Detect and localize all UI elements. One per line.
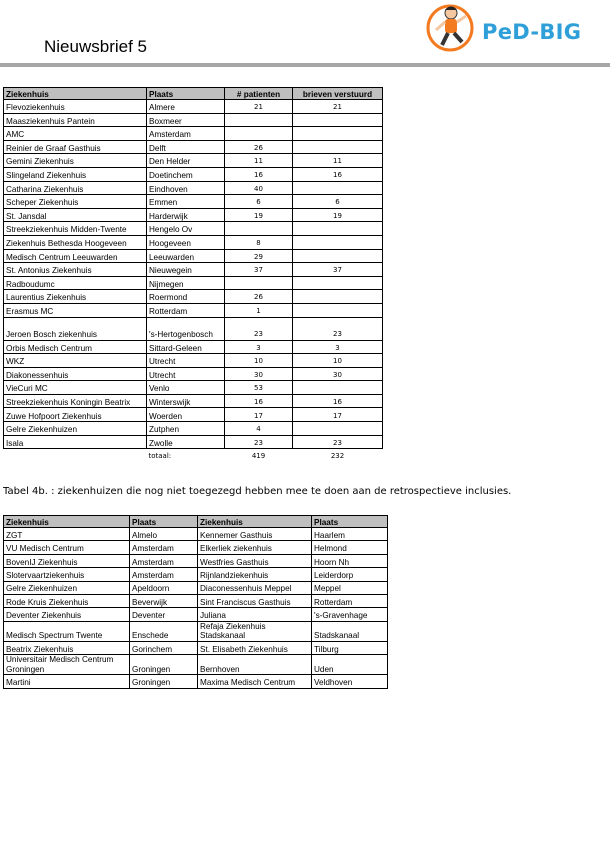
table-row [4,381,383,395]
table-cell [293,276,383,290]
table-cell: 23 [293,435,383,449]
table-cell: Elkerliek ziekenhuis [198,541,312,554]
table-cell: 29 [225,249,293,263]
table-cell: 11 [293,154,383,168]
table-row [4,195,383,209]
table-cell [293,181,383,195]
table-cell [225,113,293,127]
table-cell: VU Medisch Centrum [4,541,130,554]
table-header-row [4,516,388,528]
table-row [4,541,388,554]
table-cell: Laurentius Ziekenhuis [4,290,147,304]
table-cell: Groningen [130,675,198,688]
table-cell: ZGT [4,528,130,541]
table-cell: Gorinchem [130,641,198,654]
table-cell: Radboudumc [4,276,147,290]
table-cell: Leeuwarden [147,249,225,263]
table-cell: 17 [293,408,383,422]
table-cell: 37 [293,263,383,277]
table-cell: Leiderdorp [312,568,388,581]
table-cell: Rotterdam [312,594,388,607]
table-cell: Uden [312,655,388,675]
table-cell: Gemini Ziekenhuis [4,154,147,168]
table-cell: Maxima Medisch Centrum [198,675,312,688]
table-cell: Beverwijk [130,594,198,607]
table-cell: Apeldoorn [130,581,198,594]
participating-hospitals-table [3,87,383,462]
table-row [4,222,383,236]
table-cell: 11 [225,154,293,168]
table-cell: Tilburg [312,641,388,654]
table-cell: Zutphen [147,422,225,436]
table-row [4,317,383,340]
table-cell: Haarlem [312,528,388,541]
table-cell: Diaconessenhuis Meppel [198,581,312,594]
table-cell: Meppel [312,581,388,594]
table-cell: 6 [293,195,383,209]
table-cell: 's-Hertogenbosch [147,317,225,340]
table-cell: Eindhoven [147,181,225,195]
table-cell: Emmen [147,195,225,209]
header-cell: Plaats [130,516,198,528]
table-cell: Maasziekenhuis Pantein [4,113,147,127]
table-row [4,263,383,277]
table-cell: Slotervaartziekenhuis [4,568,130,581]
table-cell: 30 [225,367,293,381]
table-row [4,594,388,607]
table-row [4,235,383,249]
table-row [4,303,383,317]
table-cell: Universitair Medisch Centrum Groningen [4,655,130,675]
table-cell [225,276,293,290]
table-caption: Tabel 4b. : ziekenhuizen die nog niet toegezegd hebben mee te doen aan de retrospectieve inclusies. [3,486,512,497]
table-cell: WKZ [4,354,147,368]
table-row [4,113,383,127]
table-cell: Medisch Spectrum Twente [4,621,130,641]
table-row [4,167,383,181]
table-cell: BovenIJ Ziekenhuis [4,554,130,567]
table-cell: Nijmegen [147,276,225,290]
header-cell: Ziekenhuis [4,88,147,100]
table-row [4,354,383,368]
table-cell [293,290,383,304]
table-cell: Enschede [130,621,198,641]
table-cell: Rode Kruis Ziekenhuis [4,594,130,607]
header-divider [0,63,610,67]
table-cell: 232 [330,452,345,461]
table-row [4,655,388,675]
table-cell: 3 [293,340,383,354]
table-cell: totaal: [148,452,172,461]
table-cell: Den Helder [147,154,225,168]
table-row [4,367,383,381]
table-cell [4,449,147,462]
table-cell: AMC [4,127,147,141]
table-cell: Harderwijk [147,208,225,222]
table-cell: Isala [4,435,147,449]
table-row [4,276,383,290]
table-cell: 16 [293,394,383,408]
table-cell: 419 [251,452,266,461]
table-cell: Zuwe Hofpoort Ziekenhuis [4,408,147,422]
non-participating-hospitals-table [3,515,388,689]
table-cell: Diakonessenhuis [4,367,147,381]
table-row [4,422,383,436]
table-cell: St. Elisabeth Ziekenhuis [198,641,312,654]
table-cell: Almere [147,100,225,114]
table-cell: St. Jansdal [4,208,147,222]
header-cell: Ziekenhuis [4,516,130,528]
mascot-icon [426,0,486,58]
table-cell: Hoogeveen [147,235,225,249]
header-cell: Plaats [312,516,388,528]
table-cell: 26 [225,140,293,154]
table-cell [293,422,383,436]
table-cell: Westfries Gasthuis [198,554,312,567]
table-cell: Streekziekenhuis Midden-Twente [4,222,147,236]
table-row [4,554,388,567]
table-row [4,290,383,304]
table-cell: Venlo [147,381,225,395]
table-cell: Beatrix Ziekenhuis [4,641,130,654]
table-cell: Amsterdam [130,541,198,554]
table-cell: Ziekenhuis Bethesda Hoogeveen [4,235,147,249]
table-row [4,181,383,195]
table-cell: 30 [293,367,383,381]
page-title: Nieuwsbrief 5 [44,37,147,56]
table-cell: Zwolle [147,435,225,449]
logo-text: PeD-BIG [482,20,582,44]
table-cell: 4 [225,422,293,436]
table-cell: Sittard-Geleen [147,340,225,354]
table-cell: 16 [225,394,293,408]
table-cell: Woerden [147,408,225,422]
table-cell: Deventer [130,608,198,621]
table-cell [293,127,383,141]
table-cell: Refaja Ziekenhuis Stadskanaal [198,621,312,641]
table-cell: 53 [225,381,293,395]
table-cell: 6 [225,195,293,209]
total-row [4,449,383,462]
table-cell: 26 [225,290,293,304]
table-cell: Nieuwegein [147,263,225,277]
table-cell: Veldhoven [312,675,388,688]
table-cell: 37 [225,263,293,277]
table-row [4,127,383,141]
table-cell: 10 [225,354,293,368]
table-row [4,641,388,654]
header-cell: Plaats [147,88,225,100]
table-row [4,675,388,688]
table-cell: Hengelo Ov [147,222,225,236]
table-cell: Streekziekenhuis Koningin Beatrix [4,394,147,408]
table-cell: Jeroen Bosch ziekenhuis [4,317,147,340]
table-cell: 8 [225,235,293,249]
table-cell: 40 [225,181,293,195]
table-cell: 16 [225,167,293,181]
table-cell: Roermond [147,290,225,304]
table-cell: 17 [225,408,293,422]
table-cell: Sint Franciscus Gasthuis [198,594,312,607]
table-cell: Juliana [198,608,312,621]
table-cell: Catharina Ziekenhuis [4,181,147,195]
table-cell: 's-Gravenhage [312,608,388,621]
table-cell [293,381,383,395]
table-cell: St. Antonius Ziekenhuis [4,263,147,277]
table-cell: VieCuri MC [4,381,147,395]
table-cell: 3 [225,340,293,354]
table-row [4,435,383,449]
table-row [4,608,388,621]
table-cell: 19 [225,208,293,222]
table-cell: Amsterdam [147,127,225,141]
table-row [4,154,383,168]
table-cell: Almelo [130,528,198,541]
table-cell: Rotterdam [147,303,225,317]
table-cell [225,222,293,236]
table-row [4,208,383,222]
table-cell: Groningen [130,655,198,675]
table-cell: 21 [225,100,293,114]
table-row [4,140,383,154]
header-cell: # patienten [225,88,293,100]
table-cell: Deventer Ziekenhuis [4,608,130,621]
table-row [4,568,388,581]
table-cell: 23 [225,435,293,449]
table-cell: Boxmeer [147,113,225,127]
table-cell: Flevoziekenhuis [4,100,147,114]
table-cell: Utrecht [147,367,225,381]
table-cell [293,249,383,263]
table-cell: 16 [293,167,383,181]
table-cell: Winterswijk [147,394,225,408]
table-cell: Erasmus MC [4,303,147,317]
table-cell: Slingeland Ziekenhuis [4,167,147,181]
table-row [4,394,383,408]
table-row [4,408,383,422]
table-cell: Amsterdam [130,554,198,567]
ped-big-logo [426,0,606,58]
table-cell: Delft [147,140,225,154]
table-cell [293,140,383,154]
table-row [4,249,383,263]
table-cell: Scheper Ziekenhuis [4,195,147,209]
table-header-row [4,88,383,100]
table-row [4,528,388,541]
table-cell: Stadskanaal [312,621,388,641]
header-cell: Ziekenhuis [198,516,312,528]
table-cell: 23 [225,317,293,340]
table-cell: 23 [293,317,383,340]
table-cell [225,127,293,141]
header-cell: brieven verstuurd [293,88,383,100]
table-cell: Kennemer Gasthuis [198,528,312,541]
table-cell: Rijnlandziekenhuis [198,568,312,581]
table-cell: 19 [293,208,383,222]
table-cell: Gelre Ziekenhuizen [4,581,130,594]
table-cell: Hoorn Nh [312,554,388,567]
table-cell: Bernhoven [198,655,312,675]
table-cell: Doetinchem [147,167,225,181]
table-row [4,340,383,354]
table-cell [293,235,383,249]
table-cell [293,303,383,317]
table-cell: Martini [4,675,130,688]
table-cell: 1 [225,303,293,317]
table-cell: Gelre Ziekenhuizen [4,422,147,436]
table-cell: Amsterdam [130,568,198,581]
table-cell: Utrecht [147,354,225,368]
table-cell: Medisch Centrum Leeuwarden [4,249,147,263]
table-cell [293,222,383,236]
table-row [4,100,383,114]
table-cell: 21 [293,100,383,114]
table-cell: 10 [293,354,383,368]
table-cell [293,113,383,127]
table-cell: Reinier de Graaf Gasthuis [4,140,147,154]
table-row [4,621,388,641]
table-row [4,581,388,594]
table-cell: Orbis Medisch Centrum [4,340,147,354]
table-cell: Helmond [312,541,388,554]
